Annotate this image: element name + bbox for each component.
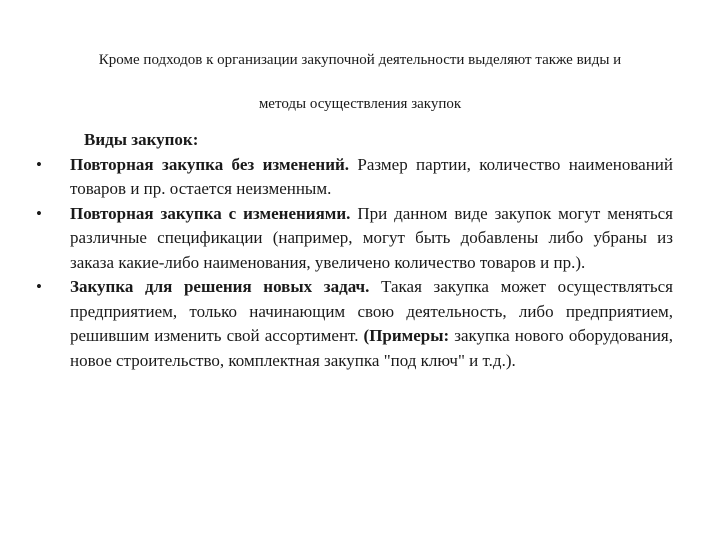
item-term: Повторная закупка без изменений. bbox=[70, 154, 350, 174]
item-term: Закупка для решения новых задач. bbox=[70, 277, 370, 296]
purchase-types-list bbox=[36, 153, 674, 374]
bullet-icon: • bbox=[36, 203, 42, 223]
section-heading: Виды закупок: bbox=[84, 130, 199, 149]
item-text: Размер партии, количество наименований товаров и пр. остается неизменным. bbox=[70, 154, 673, 198]
example-label: Примеры: bbox=[369, 326, 450, 345]
slide-content bbox=[36, 128, 674, 373]
example-text: закупка нового оборудования, новое строительство, комплектная закупка "под ключ" и т.д.). bbox=[70, 326, 673, 370]
example-open: ( bbox=[363, 326, 370, 345]
item-text: Такая закупка может осуществляться предприятием, только начинающим свою деятельность, либо предприятием, решившим изменить свой ассортимент. bbox=[70, 277, 674, 345]
slide-title-line-2: методы осуществления закупок bbox=[258, 96, 462, 112]
list-item-new-tasks bbox=[36, 275, 674, 373]
item-text: При данном виде закупок могут меняться различные спецификации (например, могут быть добавлены либо убраны из заказа какие-либо наименования, увеличено количество товаров и пр.). bbox=[70, 203, 673, 272]
list-item-repeat-with-changes bbox=[36, 202, 673, 276]
slide-title-line-1: Кроме подходов к организации закупочной деятельности выделяют также виды и bbox=[98, 52, 622, 68]
bullet-icon: • bbox=[36, 154, 42, 174]
slide-title bbox=[20, 38, 700, 126]
item-term: Повторная закупка с изменениями. bbox=[70, 203, 351, 223]
list-item-repeat-no-changes bbox=[36, 153, 673, 202]
bullet-icon: • bbox=[36, 277, 42, 296]
